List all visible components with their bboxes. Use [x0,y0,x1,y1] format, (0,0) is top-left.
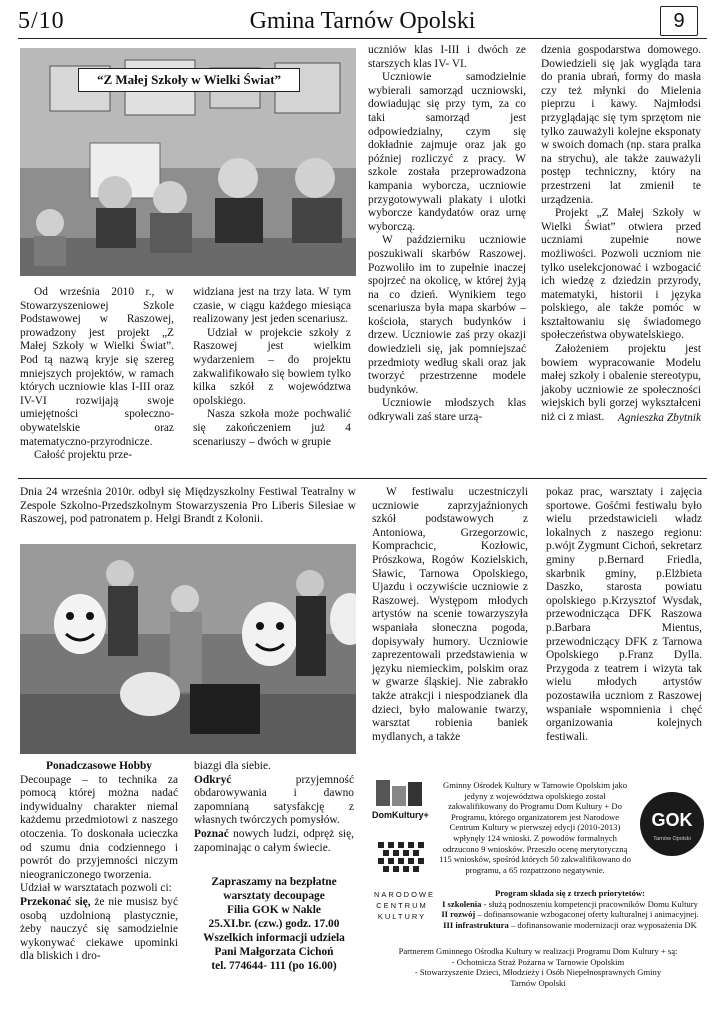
hobby-text: że nie musisz być osobą uzdolnioną plastycznie, żeby nauczyć się samodzielnie wykonywać ciekawe upominki dla bliskich i dro- [20,895,178,963]
ad-main-text: Gminny Ośrodek Kultury w Tarnowie Opolskim jako jedyny z województwa opolskiego został zakwalifikowany do Programu Dom Kultury + Do Programu, którego organizatorem jest Narodowe Centrum Kultury w pierwszej edycji (2010-2013) wpłynęły 124 wnioski. Z powodów formalnych odrzucono 9 wniosków. Przeszło ocenę merytoryczną 115 wniosków, spośród których 50 zakwalifikowano do programu, a 65 rozpatrzono negatywnie. [439,780,631,875]
festival-column-b [546,486,702,744]
hobby-bold-lead: Poznać [194,827,229,840]
article1-paragraph: dzenia gospodarstwa domowego. Dowiedzieli się jak wygląda tara do prania ubrań, formy do masła czy też młynki do Mielenia pieprzu i kawy. Najmłodsi przyglądając się tym sprzętom nie tylko zauważyli kolejne eksponaty w swoich domach (np. stara pralka na strychu), ale także zauważyli postęp techniczny, który na przestrzeni lat zmienił te urządzenia. [541,44,701,206]
invite-line: Wszelkich informacji udziela [203,932,345,945]
hobby-column-2 [194,760,354,973]
article1-paragraph: Od września 2010 r., w Stowarzyszeniowej Szkole Podstawowej w Raszowej, prowadzony jest projekt „Z Małej Szkoły w Wielki Świat”. Pod tą nazwą kryje się szereg mniejszych projektów, w ramach których uczniowie klas I-III oraz IV-VI rozwijają swoje umiejętności społeczno-obywatelskie oraz matematyczno-przyrodnicze. [20,286,174,448]
article1-column-2 [193,286,351,449]
invite-line: Filia GOK w Nakle [227,904,321,917]
article1-paragraph: Całość projektu prze- [34,449,133,462]
priority-item [436,899,704,910]
hobby-paragraph [194,774,354,828]
article1-paragraph: Założeniem projektu jest bowiem wypracowanie Modelu małej szkoły i obalenie stereotypu, jakoby uczniowie ze społeczności wiejskich byli gorzej wykształceni niż ci z miast. [541,343,701,424]
priority-item [436,909,704,920]
domkultury-label: DomKultury+ [372,810,429,820]
partners-line: - Stowarzyszenie Dzieci, Młodzieży i Osób Niepełnosprawnych Gminy [414,967,662,978]
domkultury-logo [372,778,434,824]
theatre-festival-illustration [20,544,356,754]
nck-logo [374,836,435,921]
priority-lead: I szkolenia [442,898,482,909]
workshop-invitation [194,875,354,973]
hobby-bold-lead: Odkryć [194,773,232,786]
ad-partners [372,946,704,988]
theatre-festival-photo [20,544,356,754]
photo-caption: “Z Małej Szkoły w Wielki Świat” [78,68,300,92]
article1-paragraph: uczniów klas I-III i dwóch ze starszych klas IV- VI. [368,44,526,70]
partners-line: Partnerem Gminnego Ośrodka Kultury w realizacji Programu Dom Kultury + są: [398,946,678,956]
page-number-text: 9 [673,10,685,32]
section-divider [18,478,707,479]
priority-text: - służą podnoszeniu kompetencji pracowników Domu Kultury [481,898,698,909]
hobby-paragraph [20,896,178,964]
festival-paragraph: W festiwalu uczestniczyli uczniowie zaprzyjaźnionych szkół podstawowych z Antoniowa, Grzegorzowic, Komprachcic, Kozłowic, Prószkowa, Rogów Kozielskich, Sławic, Tarnowa Opolskiego, Ujazdu i oczywiście uczniowie z Raszowej. Występom młodych artystów na scenie towarzyszyła wspaniała słoneczna pogoda, dopisywały humory. Uczniowie zaprezentowali przedstawienia w języku niemieckim, polskim oraz w gwarze śląskiej. Nie zabrakło także atrakcji i niespodzianek dla dzieci, było malowanie twarzy, warsztat robienia baniek mydlanych, a także [372,486,528,743]
article1-paragraph: Nasza szkoła może pochwalić się zakończeniem już 4 scenariuszy – dwóch w grupie [193,408,351,448]
hobby-heading: Ponadczasowe Hobby [45,760,152,772]
article1-paragraph: widziana jest na trzy lata. W tym czasie, w ciągu każdego miesiąca realizowany jest jeden scenariusz. [193,286,351,326]
page-number [660,6,698,36]
program-title: Program składa się z trzech priorytetów: [495,888,645,898]
partners-line: - Ochotnicza Straż Pożarna w Tarnowie Opolskim [451,956,625,967]
gok-logo [640,792,704,856]
priority-lead: II rozwój [441,909,476,920]
article1-paragraph: Uczniowie młodszych klas odkrywali zaś stare urzą- [368,397,526,424]
article1-column-3 [368,44,526,425]
invite-line: Pani Małgorzata Cichoń [214,946,334,959]
hobby-paragraph: biazgi dla siebie. [194,760,271,772]
invite-line: 25.XI.br. (czw.) godz. 17.00 [208,918,340,931]
school-children-photo [20,48,356,276]
article1-author: Agnieszka Zbytnik [617,411,701,424]
hobby-text: przyjemność obdarowywania i dawno zapomnianą satysfakcję z własnych twórczych pomysłów. [194,773,354,827]
article1-paragraph: Uczniowie samodzielnie wybierali samorząd uczniowski, dowiadując się przy tym, za co taki samorząd jest odpowiedzialny, czym się dokładnie zajmuje oraz jak go później rozliczyć z pracy. W szkole została przeprowadzona kampania wyborcza, uczniowie przygotowywali plakaty i ulotki wyborcze kandydatów oraz urnę wyborczą. [368,71,526,233]
hobby-paragraph: Decoupage – to technika za pomocą której można nadać indywidualny charakter niemal każdemu przedmiotowi z naszego otoczenia. To doskonała ucieczka od szumu dnia codziennego i powrót do przyjemności niczym nieograniczonego tworzenia. [20,773,178,881]
article1-column-1 [20,286,174,463]
article1-paragraph: Udział w projekcie szkoły z Raszowej jest wielkim wydarzeniem – do projektu zakwalifikowało się bowiem tylko kilka szkół z województwa opolskiego. [193,326,351,407]
festival-paragraph: pokaz prac, warsztaty i zajęcia sportowe. Gośćmi festiwalu było wielu przedstawicieli władz lokalnych z naszego regionu: p.wójt Zygmunt Cichoń, sekretarz gminy p.Bernard Friedla, skarbnik gminy, p.Elżbieta Daszko, starosta powiatu opolskiego p.Krzysztof Wysdak, przewodnicząca DFK Raszowa p.Barbara Mientus, przewodniczący DFK z Tarnowa Opolskiego p.Franz Dylla. Przygoda z teatrem i wizyta tak wielu młodych artystów pozostawiła uczniom z Raszowej wspaniałe wspomnienia i chęć organizowania kolejnych festiwali. [546,486,702,743]
article1-column-4 [541,44,701,425]
issue-number: 5/10 [18,8,65,34]
ad-priorities [436,888,704,930]
priority-item [436,920,704,931]
hobby-bold-lead: Przekonać się, [20,895,91,908]
festival-intro: Dnia 24 września 2010r. odbył się Międzyszkolny Festiwal Teatralny w Zespole Szkolno-Przedszkolnym Stowarzyszenia Pro Liberis Silesiae w Raszowej, pod patronatem p. Helgi Brandt z Kolonii. [20,486,356,526]
hobby-paragraph [194,828,354,855]
gok-label: GOK [651,810,693,830]
hobby-text: nowych ludzi, odpręż się, zapominając o całym świecie. [194,827,354,854]
header-rule [18,38,707,39]
hobby-column-1 [20,760,178,964]
invite-line: warsztaty decoupage [223,890,325,903]
priority-text: – dofinansowanie wzbogaconej oferty kulturalnej i animacyjnej. [475,909,699,920]
festival-column-a [372,486,528,744]
article1-paragraph: W październiku uczniowie poszukiwali skarbów Raszowej. Pozwoliło im to zupełnie inaczej spojrzeć na okolicę, w której żyją na co dzień. Wynikiem tego scenariusza była mapa skarbów – kościoła, starych budynków i drzew. Uczniowie zaś przy okazji dowiedzieli się, jak pomniejszać przedmioty według skali oraz jak tworzyć przestrzenne modele budynków. [368,234,526,396]
hobby-paragraph: Udział w warsztatach pozwoli ci: [20,882,172,895]
partners-line: Tarnów Opolski [510,977,566,988]
invite-line: tel. 774644- 111 (po 16.00) [211,960,337,973]
page-title: Gmina Tarnów Opolski [249,8,476,34]
nck-label: NARODOWE CENTRUM KULTURY [374,890,435,921]
priority-text: – dofinansowanie modernizacji oraz wyposażenia DK [508,919,697,930]
gok-sublabel: Tarnów Opolski [653,836,691,842]
invite-line: Zapraszamy na bezpłatne [211,876,337,889]
nck-logo-graphic [374,836,430,884]
priority-lead: III infrastruktura [443,919,509,930]
article1-paragraph: Projekt „Z Małej Szkoły w Wielki Świat” otwiera przed uczniami zupełnie nowe możliwości. Pozwoli uczniom nie tylko uselekcjonować i wzbogacić ich wiedzę z dziedzin przyrody, matematyki, historii i języka polskiego, ale także pomóc w kształtowaniu się świadomego społeczeństwa obywatelskiego. [541,207,701,342]
